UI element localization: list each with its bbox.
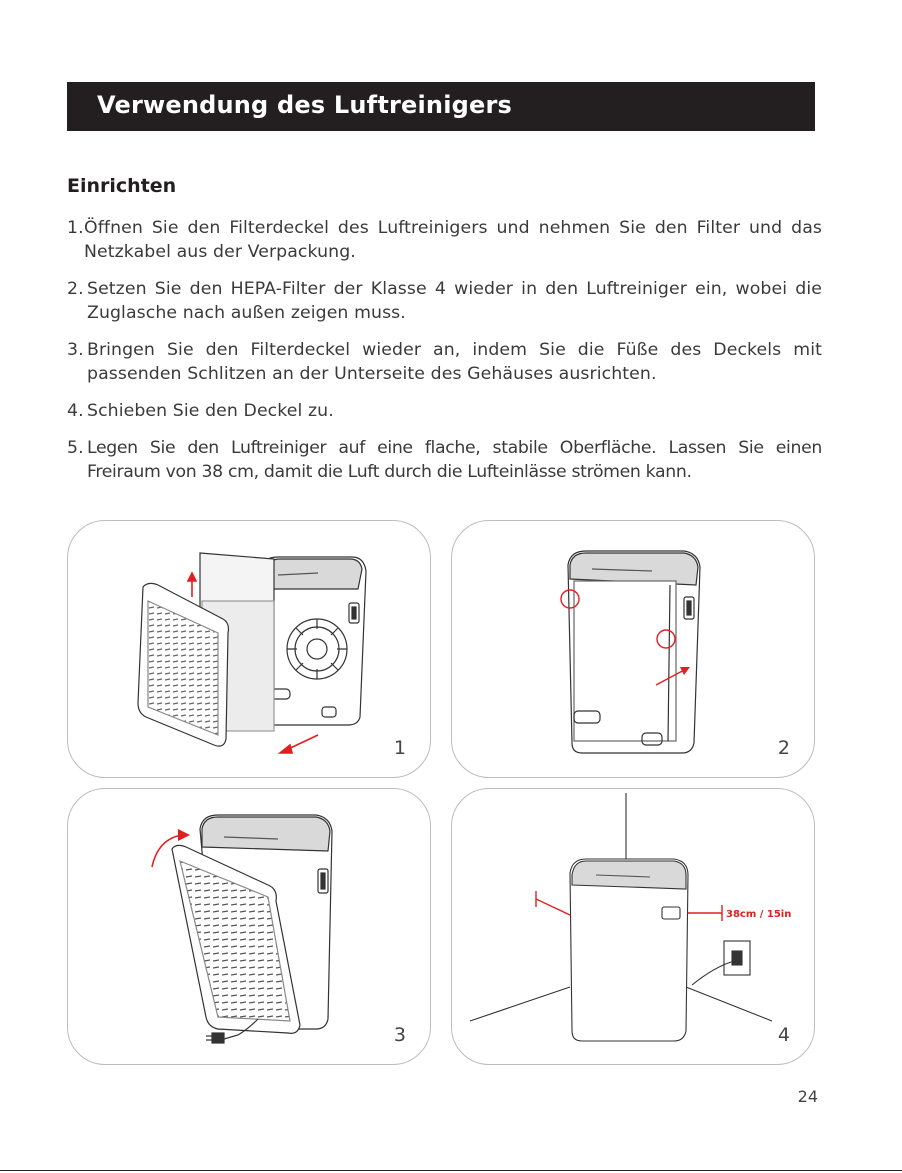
step-number: 3.	[67, 340, 84, 360]
header-bar	[67, 82, 815, 131]
step-text: Schieben Sie den Deckel zu.	[87, 401, 334, 421]
figure-number: 4	[777, 1024, 790, 1046]
steps-list	[67, 216, 822, 497]
figure-panel-3	[67, 788, 431, 1065]
bottom-divider	[0, 1170, 902, 1171]
clearance-label: 38cm / 15in	[726, 909, 792, 920]
page-title: Verwendung des Luftreinigers	[97, 91, 513, 119]
figure-panel-1	[67, 520, 431, 778]
step-number: 4.	[67, 401, 84, 421]
step-item	[67, 216, 822, 264]
figure-number: 1	[393, 737, 406, 759]
figure-1-illustration	[68, 521, 431, 778]
figure-2-illustration	[452, 521, 815, 778]
section-title: Einrichten	[67, 175, 177, 197]
step-text: Bringen Sie den Filterdeckel wieder an, indem Sie die Füße des Deckels mit passenden Schlitzen an der Unterseite des Gehäuses ausrichten.	[87, 340, 822, 384]
figure-number: 2	[777, 737, 790, 759]
figure-number: 3	[393, 1024, 406, 1046]
step-item	[67, 338, 822, 386]
step-text: Öffnen Sie den Filterdeckel des Luftreinigers und nehmen Sie den Filter und das Netzkabel aus der Verpackung.	[84, 218, 822, 262]
page-number: 24	[797, 1087, 818, 1106]
figure-4-illustration	[452, 789, 815, 1065]
figure-panel-4	[451, 788, 815, 1065]
step-text: Legen Sie den Luftreiniger auf eine flache, stabile Oberfläche. Lassen Sie einen Freiraum von 38 cm, damit die Luft durch die Lufteinlässe strömen kann.	[87, 438, 822, 482]
figure-panel-2	[451, 520, 815, 778]
step-item	[67, 277, 822, 325]
step-number: 1.	[67, 218, 84, 238]
step-number: 2.	[67, 279, 84, 299]
step-text: Setzen Sie den HEPA-Filter der Klasse 4 wieder in den Luftreiniger ein, wobei die Zuglasche nach außen zeigen muss.	[87, 279, 822, 323]
step-item	[67, 436, 822, 484]
figure-3-illustration	[68, 789, 431, 1065]
step-item	[67, 399, 822, 423]
step-number: 5.	[67, 438, 84, 458]
